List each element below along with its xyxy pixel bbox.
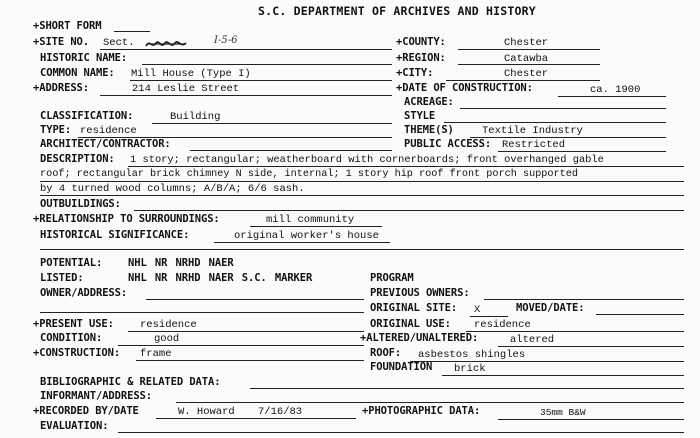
style-line [444, 122, 666, 123]
original-site-line [470, 316, 508, 317]
theme-line [470, 137, 666, 138]
altered-line [498, 346, 684, 347]
previous-owners-label: PREVIOUS OWNERS: [370, 287, 470, 299]
moved-date-line [596, 314, 684, 315]
present-use-value: residence [140, 319, 197, 331]
description-line-1: 1 story; rectangular; weatherboard with cornerboards; front overhanged gable [130, 154, 604, 166]
owner-address-line-2 [40, 312, 364, 313]
description-rule-1 [128, 166, 684, 167]
condition-value: good [154, 333, 180, 345]
style-label: STYLE [404, 110, 436, 122]
historic-name-label: HISTORIC NAME: [40, 52, 128, 64]
theme-label: THEME(S) [404, 124, 454, 136]
bibliographic-label: BIBLIOGRAPHIC & RELATED DATA: [40, 376, 221, 388]
site-no-handwritten: I-5-6 [214, 35, 238, 46]
recorded-date-value: 7/16/83 [258, 406, 303, 418]
acreage-label: ACREAGE: [404, 96, 454, 108]
description-line-3: by 4 turned wood columns; A/B/A; 6/6 sash. [40, 183, 305, 195]
address-label: +ADDRESS: [33, 82, 89, 94]
construction-label: +CONSTRUCTION: [33, 347, 121, 359]
outbuildings-line [134, 210, 684, 211]
present-use-label: +PRESENT USE: [33, 318, 114, 330]
construction-line [136, 360, 364, 361]
condition-label: CONDITION: [40, 332, 103, 344]
relationship-label: +RELATIONSHIP TO SURROUNDINGS: [33, 213, 220, 225]
common-name-line [130, 80, 392, 81]
county-value: Chester [504, 37, 549, 49]
date-of-construction-value: ca. 1900 [590, 84, 641, 96]
recorded-by-value: W. Howard [178, 406, 235, 418]
present-use-line [128, 331, 364, 332]
common-name-label: COMMON NAME: [40, 67, 115, 79]
original-use-value: residence [474, 319, 531, 331]
owner-address-label: OWNER/ADDRESS: [40, 287, 128, 299]
evaluation-label: EVALUATION: [40, 420, 109, 432]
relationship-value: mill community [266, 214, 355, 226]
classification-line [152, 123, 392, 124]
region-label: +REGION: [396, 52, 446, 64]
foundation-line [442, 375, 684, 376]
city-line [446, 80, 600, 81]
architect-label: ARCHITECT/CONTRACTOR: [40, 138, 171, 150]
public-access-label: PUBLIC ACCESS: [404, 138, 492, 150]
potential-label: POTENTIAL: [40, 257, 103, 269]
condition-line [118, 345, 364, 346]
bibliographic-line [250, 388, 684, 389]
site-no-value: Sect. [103, 37, 135, 49]
informant-line [176, 402, 684, 403]
description-rule-2 [40, 181, 684, 182]
description-label: DESCRIPTION: [40, 153, 115, 165]
roof-value: asbestos shingles [418, 349, 526, 361]
description-rule-3 [40, 195, 684, 196]
original-site-value: X [474, 304, 481, 316]
historic-name-line [142, 64, 392, 65]
evaluation-line [118, 432, 684, 433]
short-form-line [114, 31, 150, 32]
blank-rule-a [40, 249, 684, 250]
theme-value: Textile Industry [482, 125, 583, 137]
public-access-line [498, 151, 666, 152]
original-use-label: ORIGINAL USE: [370, 318, 451, 330]
historical-significance-value: original worker's house [234, 230, 379, 242]
description-line-2: roof; rectangular brick chimney N side, internal; 1 story hip roof front porch supported [40, 169, 578, 180]
historical-significance-line [214, 242, 390, 243]
roof-label: ROOF: [370, 347, 402, 359]
photographic-data-line [498, 419, 684, 420]
program-label: PROGRAM [370, 272, 414, 284]
site-no-label: +SITE NO. [33, 36, 89, 48]
site-no-line [100, 49, 392, 50]
region-line [458, 64, 600, 65]
altered-label: +ALTERED/UNALTERED: [360, 332, 479, 344]
short-form-label: +SHORT FORM [33, 20, 102, 32]
moved-date-label: MOVED/DATE: [516, 302, 585, 314]
date-of-construction-label: +DATE OF CONSTRUCTION: [396, 82, 533, 94]
relationship-line [250, 226, 382, 227]
listed-options: NHL NR NRHD NAER S.C. MARKER [128, 272, 313, 284]
recorded-by-line [156, 418, 356, 419]
page-title: S.C. DEPARTMENT OF ARCHIVES AND HISTORY [258, 4, 536, 18]
type-value: residence [80, 125, 137, 137]
foundation-value: brick [454, 363, 486, 375]
classification-value: Building [170, 111, 221, 123]
date-of-construction-line [558, 96, 666, 97]
construction-value: frame [140, 348, 172, 360]
owner-address-line [146, 299, 364, 300]
altered-value: altered [510, 334, 555, 346]
classification-label: CLASSIFICATION: [40, 110, 134, 122]
type-label: TYPE: [40, 124, 72, 136]
photographic-data-value: 35mm B&W [540, 407, 586, 418]
address-line [100, 95, 392, 96]
address-value: 214 Leslie Street [132, 83, 240, 95]
county-line [458, 49, 600, 50]
common-name-value: Mill House (Type I) [131, 68, 251, 80]
historical-significance-label: HISTORICAL SIGNIFICANCE: [40, 229, 190, 241]
outbuildings-label: OUTBUILDINGS: [40, 198, 121, 210]
original-use-line [466, 331, 684, 332]
city-value: Chester [504, 68, 549, 80]
listed-label: LISTED: [40, 272, 84, 284]
public-access-value: Restricted [502, 139, 566, 151]
foundation-label: FOUNDATION [370, 361, 433, 373]
photographic-data-label: +PHOTOGRAPHIC DATA: [362, 405, 481, 417]
original-site-label: ORIGINAL SITE: [370, 302, 458, 314]
acreage-line [460, 108, 666, 109]
region-value: Catawba [504, 53, 549, 65]
previous-owners-line [484, 299, 684, 300]
potential-options: NHL NR NRHD NAER [128, 257, 234, 269]
roof-line [410, 361, 684, 362]
city-label: +CITY: [396, 67, 434, 79]
county-label: +COUNTY: [396, 36, 446, 48]
recorded-by-label: +RECORDED BY/DATE [33, 405, 139, 417]
informant-label: INFORMANT/ADDRESS: [40, 390, 152, 402]
architect-line [190, 150, 392, 151]
